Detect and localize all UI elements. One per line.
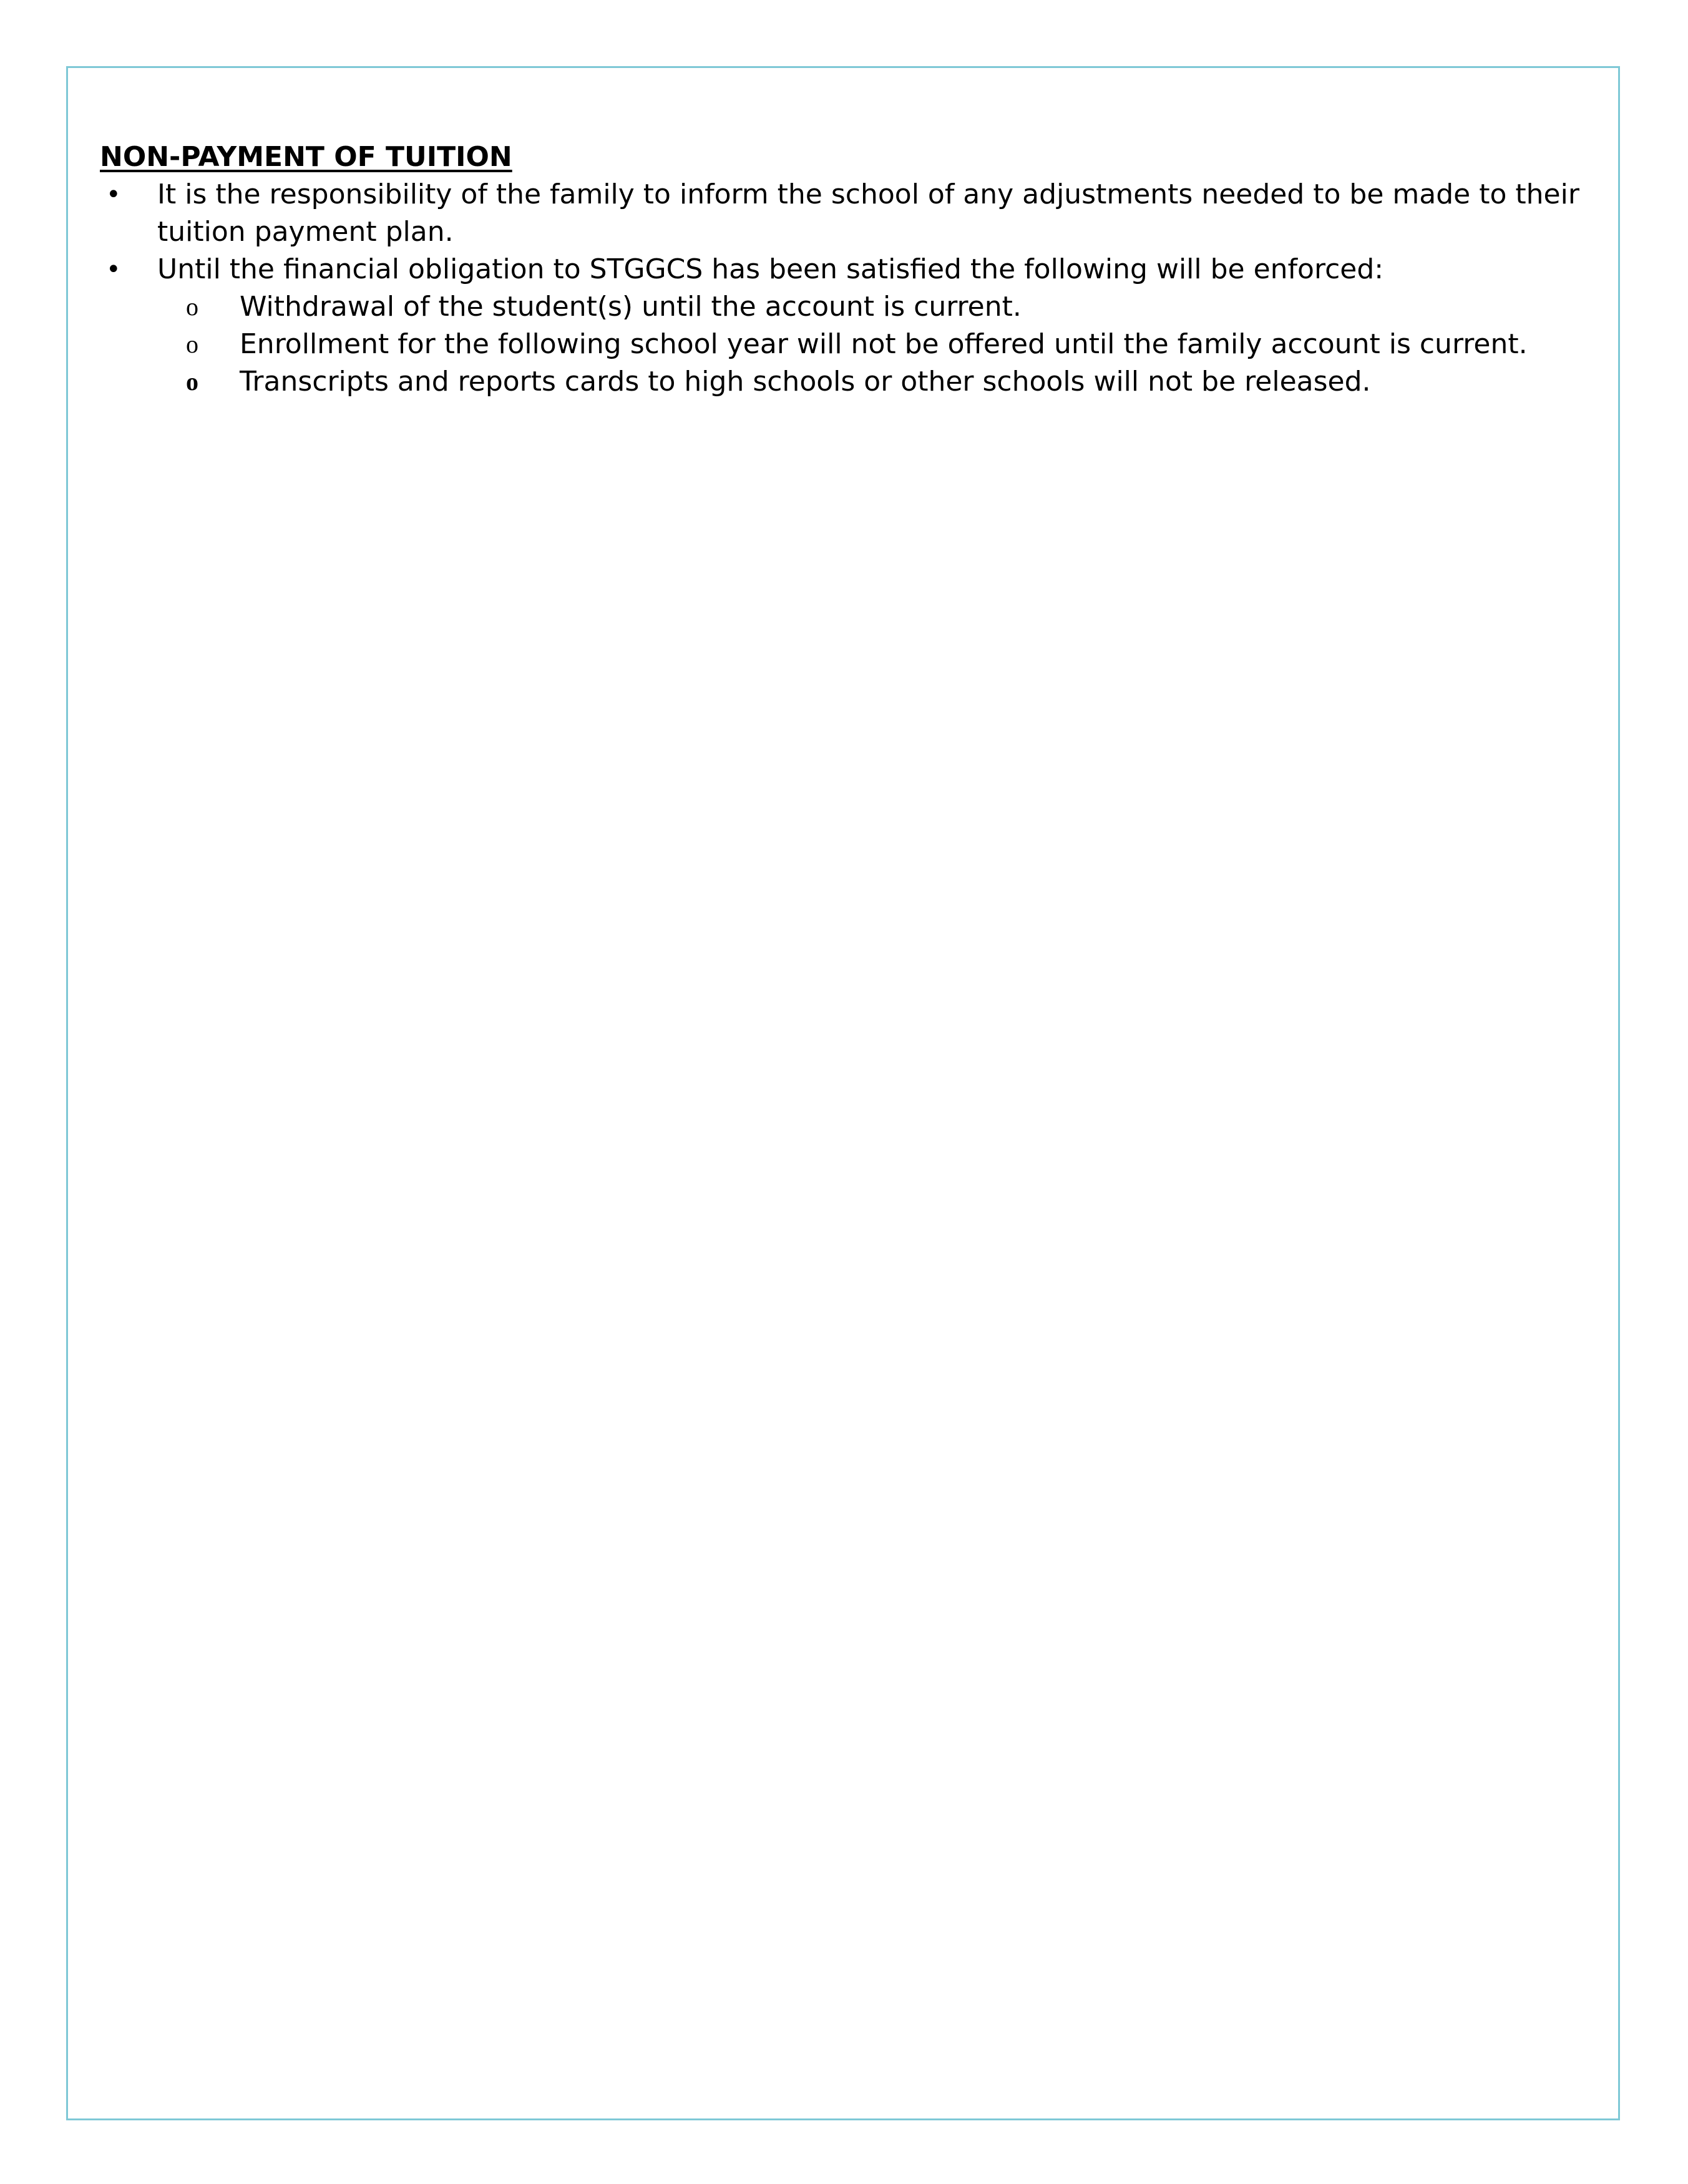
- sub-list: [182, 288, 1598, 401]
- list-item-text: It is the responsibility of the family to inform the school of any adjustments needed to be made to their tuition payment plan.: [157, 178, 1579, 248]
- document-content: [100, 139, 1598, 401]
- bullet-marker: •: [106, 180, 121, 209]
- list-item: [100, 176, 1598, 251]
- sub-bullet-marker: o: [186, 330, 198, 358]
- bullet-list: [100, 176, 1598, 288]
- list-item-text: Until the financial obligation to STGGCS has been satisfied the following will be enforced:: [157, 253, 1384, 285]
- sub-bullet-marker: o: [186, 293, 198, 321]
- sub-list-item: [182, 288, 1598, 326]
- bullet-marker: •: [106, 255, 121, 284]
- sub-list-item: [182, 326, 1598, 363]
- list-item: [100, 251, 1598, 288]
- sub-list-item: [182, 363, 1598, 401]
- sub-bullet-marker: o: [186, 368, 198, 396]
- sub-list-item-text: Transcripts and reports cards to high schools or other schools will not be released.: [240, 366, 1371, 397]
- sub-list-item-text: Withdrawal of the student(s) until the account is current.: [240, 291, 1022, 323]
- section-heading: NON-PAYMENT OF TUITION: [100, 141, 512, 173]
- sub-list-item-text: Enrollment for the following school year will not be offered until the family account is current.: [240, 328, 1528, 360]
